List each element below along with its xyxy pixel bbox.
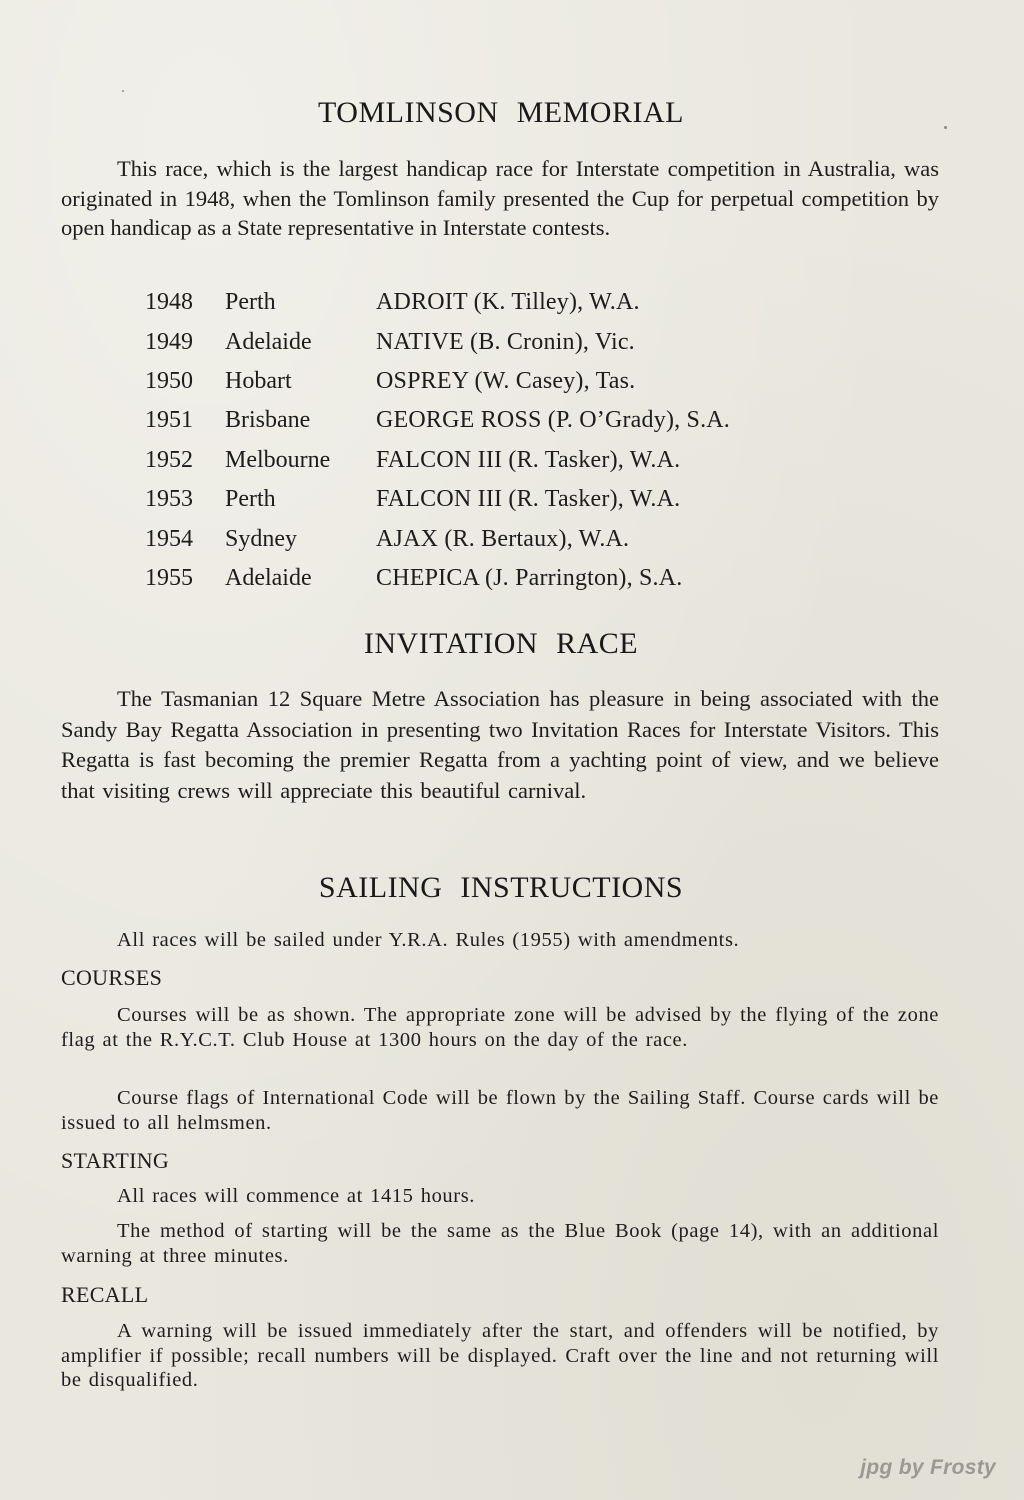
watermark: jpg by Frosty bbox=[860, 1456, 996, 1479]
courses-para-1: Courses will be as shown. The appropriate zone will be advised by the flying of the zone flag at the R.Y.C.T. Club House at 1300 hours on the day of the race. bbox=[61, 1004, 939, 1051]
result-winner: FALCON III (R. Tasker), W.A. bbox=[376, 486, 681, 513]
result-venue: Adelaide bbox=[225, 564, 312, 591]
result-venue: Adelaide bbox=[225, 328, 312, 355]
result-venue: Brisbane bbox=[225, 407, 311, 434]
paper-speck bbox=[944, 126, 947, 129]
result-year: 1948 bbox=[145, 289, 193, 316]
result-venue: Sydney bbox=[225, 525, 297, 552]
invitation-title: INVITATION RACE bbox=[363, 627, 639, 660]
table-row bbox=[145, 441, 905, 480]
table-row bbox=[145, 322, 905, 361]
courses-para-2: Course flags of International Code will be flown by the Sailing Staff. Course cards will be issued to all helmsmen. bbox=[61, 1087, 939, 1134]
recall-para-1: A warning will be issued immediately after the start, and offenders will be notified, by amplifier if possible; recall numbers will be displayed. Craft over the line and not returning will be disqualified. bbox=[61, 1320, 939, 1391]
table-row bbox=[145, 519, 905, 558]
table-row bbox=[145, 559, 905, 598]
recall-heading: RECALL bbox=[61, 1282, 149, 1307]
result-year: 1954 bbox=[145, 525, 193, 552]
result-year: 1950 bbox=[145, 367, 193, 394]
tomlinson-title: TOMLINSON MEMORIAL bbox=[318, 96, 684, 129]
result-winner: AJAX (R. Bertaux), W.A. bbox=[376, 525, 630, 552]
sailing-title: SAILING INSTRUCTIONS bbox=[318, 871, 684, 904]
sailing-rules: All races will be sailed under Y.R.A. Rules (1955) with amendments. bbox=[117, 929, 740, 951]
result-venue: Perth bbox=[225, 289, 276, 316]
result-year: 1955 bbox=[145, 564, 193, 591]
result-year: 1952 bbox=[145, 446, 193, 473]
result-venue: Melbourne bbox=[225, 446, 331, 473]
courses-heading: COURSES bbox=[61, 965, 163, 990]
tomlinson-results-table bbox=[145, 283, 905, 598]
starting-heading: STARTING bbox=[61, 1148, 170, 1173]
result-year: 1949 bbox=[145, 328, 193, 355]
result-winner: OSPREY (W. Casey), Tas. bbox=[376, 367, 636, 394]
table-row bbox=[145, 283, 905, 322]
invitation-body: The Tasmanian 12 Square Metre Association has pleasure in being associated with the Sandy Bay Regatta Association in presenting two Invitation Races for Interstate Visitors. This Regatta is fast becoming the premier Regatta from a yachting point of view, and we believe that visiting crews will appreciate this beautiful carnival. bbox=[61, 686, 939, 803]
result-winner: FALCON III (R. Tasker), W.A. bbox=[376, 446, 681, 473]
result-venue: Perth bbox=[225, 486, 276, 513]
result-year: 1951 bbox=[145, 407, 193, 434]
table-row bbox=[145, 480, 905, 519]
result-winner: NATIVE (B. Cronin), Vic. bbox=[376, 328, 635, 355]
result-winner: ADROIT (K. Tilley), W.A. bbox=[376, 289, 640, 316]
result-year: 1953 bbox=[145, 486, 193, 513]
paper-speck bbox=[122, 90, 124, 92]
table-row bbox=[145, 401, 905, 440]
result-winner: CHEPICA (J. Parrington), S.A. bbox=[376, 564, 683, 591]
result-winner: GEORGE ROSS (P. O’Grady), S.A. bbox=[376, 407, 731, 434]
result-venue: Hobart bbox=[225, 367, 292, 394]
tomlinson-intro: This race, which is the largest handicap race for Interstate competition in Australia, was originated in 1948, when the Tomlinson family presented the Cup for perpetual competition by open handicap as a State representative in Interstate contests. bbox=[61, 156, 939, 240]
table-row bbox=[145, 362, 905, 401]
starting-para-2: The method of starting will be the same as the Blue Book (page 14), with an additional warning at three minutes. bbox=[61, 1220, 939, 1267]
starting-para-1: All races will commence at 1415 hours. bbox=[117, 1185, 475, 1207]
